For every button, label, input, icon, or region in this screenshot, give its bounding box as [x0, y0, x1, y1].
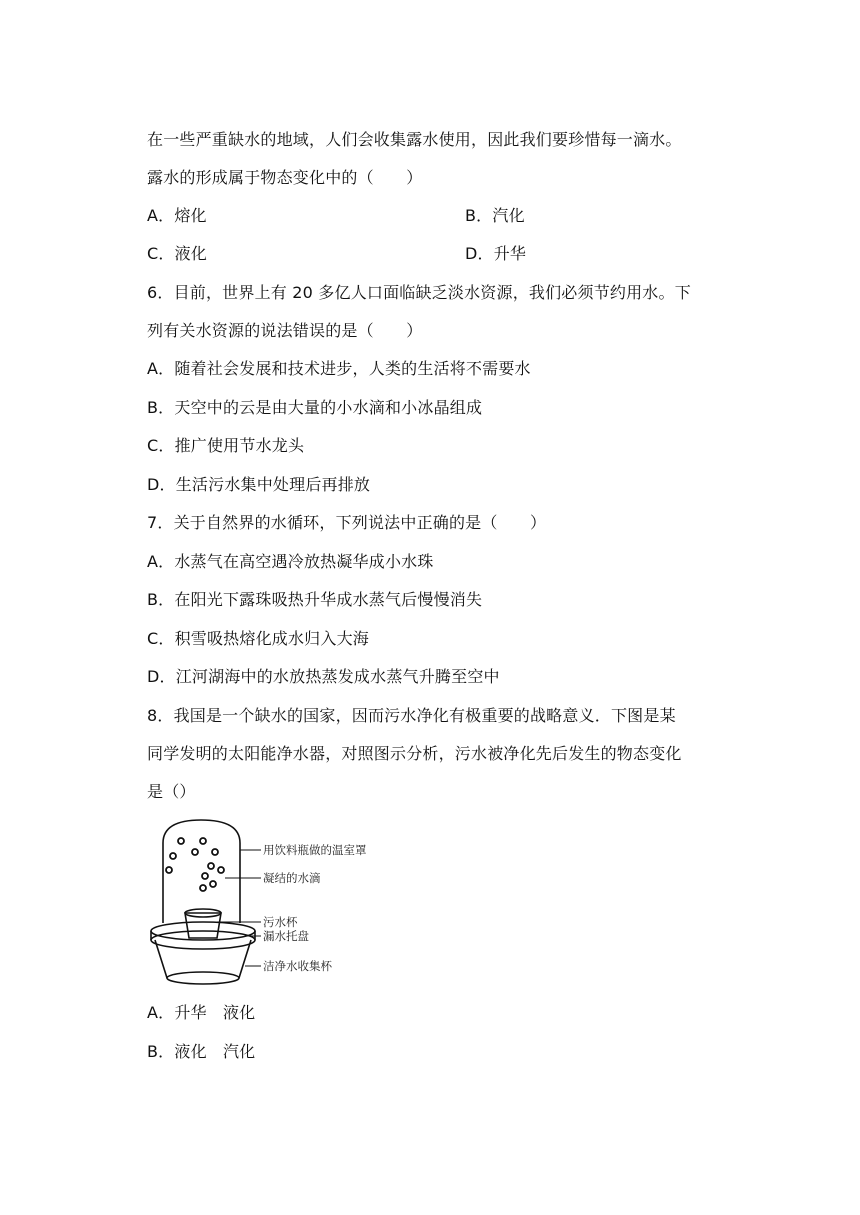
intro-line-1: 在一些严重缺水的地域，人们会收集露水使用，因此我们要珍惜每一滴水。	[147, 130, 682, 149]
q6-option-c[interactable]: C．推广使用节水龙头	[147, 436, 305, 455]
q6-stem-line-2: 列有关水资源的说法错误的是（ ）	[147, 321, 423, 340]
intro-line-2: 露水的形成属于物态变化中的（ ）	[147, 168, 423, 187]
q8-option-a[interactable]: A．升华 液化	[147, 1003, 256, 1022]
q5-option-row-2	[147, 244, 527, 264]
q8-stem-line-2: 同学发明的太阳能净水器，对照图示分析，污水被净化先后发生的物态变化	[147, 744, 682, 763]
q7-option-b[interactable]: B．在阳光下露珠吸热升华成水蒸气后慢慢消失	[147, 590, 483, 609]
q5-option-b[interactable]: B．汽化	[465, 206, 525, 225]
q7-stem: 7．关于自然界的水循环，下列说法中正确的是（ ）	[147, 513, 547, 532]
q5-option-d[interactable]: D．升华	[465, 244, 527, 263]
q7-option-a[interactable]: A．水蒸气在高空遇冷放热凝华成小水珠	[147, 552, 434, 571]
q5-option-c[interactable]: C．液化	[147, 244, 207, 263]
condensed-drops	[166, 838, 224, 891]
q7-option-d[interactable]: D．江河湖海中的水放热蒸发成水蒸气升腾至空中	[147, 667, 500, 686]
q6-stem-line-1: 6．目前，世界上有 20 多亿人口面临缺乏淡水资源，我们必须节约用水。下	[147, 283, 691, 302]
label-collector: 洁净水收集杯	[263, 959, 332, 973]
q7-option-c[interactable]: C．积雪吸热熔化成水归入大海	[147, 629, 369, 648]
q5-option-a[interactable]: A．熔化	[147, 206, 207, 225]
q6-option-b[interactable]: B．天空中的云是由大量的小水滴和小冰晶组成	[147, 398, 483, 417]
solar-water-purifier-figure	[145, 818, 395, 994]
q6-option-d[interactable]: D．生活污水集中处理后再排放	[147, 475, 371, 494]
label-cup: 污水杯	[263, 915, 298, 929]
label-tray: 漏水托盘	[263, 929, 309, 943]
label-drops: 凝结的水滴	[263, 871, 321, 885]
q8-stem-line-3: 是（）	[147, 782, 196, 801]
q5-option-row-1	[147, 206, 525, 226]
greenhouse-dome	[163, 820, 240, 923]
q8-stem-line-1: 8．我国是一个缺水的国家，因而污水净化有极重要的战略意义．下图是某	[147, 706, 676, 725]
q6-option-a[interactable]: A．随着社会发展和技术进步，人类的生活将不需要水	[147, 359, 531, 378]
q8-option-b[interactable]: B．液化 汽化	[147, 1042, 256, 1061]
label-dome: 用饮料瓶做的温室罩	[263, 843, 367, 857]
